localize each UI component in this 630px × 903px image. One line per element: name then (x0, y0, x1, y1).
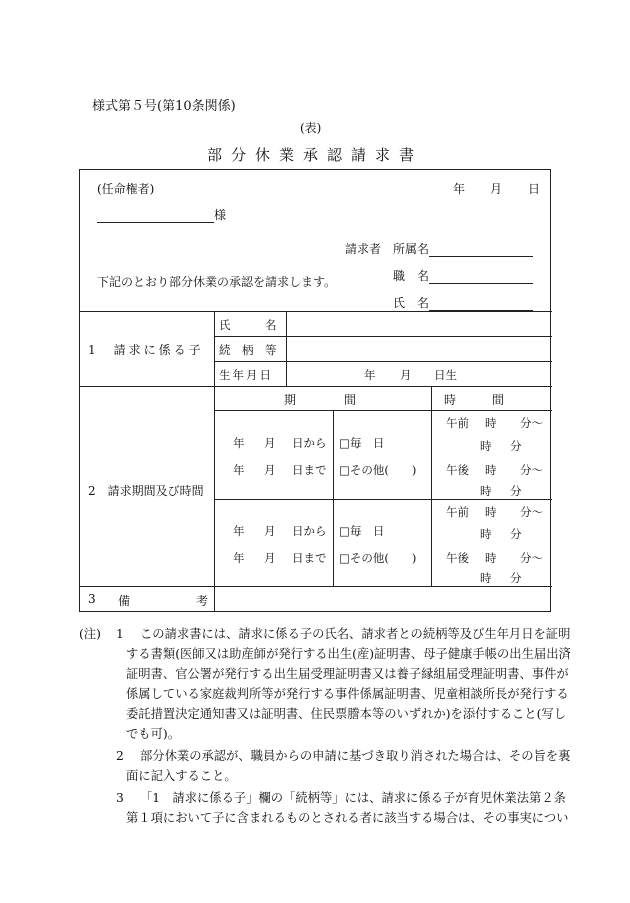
block1-pm-label: 午後 (446, 463, 469, 477)
dept-field (393, 240, 533, 257)
post-label: 職 名 (393, 269, 430, 283)
rule-child-1 (214, 336, 552, 337)
block1-from-year: 年 (233, 436, 245, 450)
note-2-number: 2 (116, 749, 124, 763)
block2-to-year: 年 (233, 551, 245, 565)
birth-month-label: 月 (400, 368, 412, 382)
child-birth-label: 生年月日 (219, 368, 273, 382)
name-field (393, 294, 533, 311)
block1-end-minute: 分 (510, 439, 522, 453)
block2-to-day: 日まで (292, 551, 327, 565)
block1-from-day: 日から (292, 436, 327, 450)
form-table (79, 169, 551, 612)
block2-pm-end-hour: 時 (480, 571, 492, 585)
block1-daily-checkbox[interactable]: □毎 日 (339, 436, 385, 450)
time-header: 時 間 (444, 393, 505, 407)
block1-pm-end-hour: 時 (480, 484, 492, 498)
appointer-name-field (97, 206, 226, 223)
block2-from-day: 日から (292, 524, 327, 538)
note-1-line-3: 証明書、官公署が発行する出生届受理証明書又は養子縁組届受理証明書、事件が (126, 667, 569, 681)
rule-period-mid (214, 499, 552, 500)
form-id: 様式第５号(第10条関係) (92, 99, 236, 114)
note-3-number: 3 (116, 791, 124, 805)
block1-am-minute: 分～ (520, 416, 543, 430)
rule-col-time (431, 386, 432, 586)
birth-year-label: 年 (364, 368, 376, 382)
note-1-number: 1 (116, 627, 124, 641)
block1-end-hour: 時 (480, 439, 492, 453)
note-1-line-4: 係属している家庭裁判所等が発行する事件係属証明書、児童相談所長が発行する (126, 687, 569, 701)
block1-to-month: 月 (264, 463, 276, 477)
post-field (393, 267, 533, 284)
rule-address-bottom (80, 311, 552, 312)
rule-remarks-top (80, 586, 552, 587)
block2-to-month: 月 (264, 551, 276, 565)
notes-lead: (注) (79, 627, 101, 641)
block2-from-year: 年 (233, 524, 245, 538)
appointer-label: (任命権者) (97, 182, 155, 196)
block1-from-month: 月 (264, 436, 276, 450)
sama-label: 様 (214, 208, 227, 222)
block1-to-day: 日まで (292, 463, 327, 477)
note-1-line-1: この請求書には、請求に係る子の氏名、請求者との続柄等及び生年月日を証明 (140, 627, 571, 641)
date-day-label: 日 (528, 182, 541, 196)
rule-col-remarks (214, 586, 215, 612)
note-1-line-6: でも可)。 (126, 727, 180, 741)
note-1-line-2: する書類(医師又は助産師が発行する出生(産)証明書、母子健康手帳の出生届出済 (126, 647, 571, 661)
birth-day-label: 日生 (434, 368, 457, 382)
block2-other-checkbox[interactable]: □その他( ) (339, 551, 417, 565)
child-name-label: 氏 名 (219, 318, 277, 332)
omote-label: (表) (300, 121, 322, 135)
block1-am-label: 午前 (446, 416, 469, 430)
block2-am-minute: 分～ (520, 505, 543, 519)
block1-am-hour: 時 (485, 416, 497, 430)
rule-col-type (333, 410, 334, 586)
rule-col-sublabel (286, 311, 287, 386)
remarks-label-a: 備 (118, 594, 131, 608)
name-label: 氏 名 (393, 296, 430, 310)
note-2-line-2: 面に記入すること。 (126, 769, 237, 783)
note-2-line-1: 部分休業の承認が、職員からの申請に基づき取り消された場合は、その旨を裏 (140, 749, 571, 763)
block2-am-hour: 時 (485, 505, 497, 519)
period-section-label: 2 請求期間及び時間 (88, 484, 204, 498)
date-month-label: 月 (490, 182, 503, 196)
block2-pm-label: 午後 (446, 551, 469, 565)
block2-daily-checkbox[interactable]: □毎 日 (339, 524, 385, 538)
note-3-line-1: 「1 請求に係る子」欄の「続柄等」には、請求に係る子が育児休業法第２条 (140, 791, 566, 805)
period-header: 期 間 (284, 393, 357, 407)
page-title: 部分休業承認請求書 (206, 146, 423, 164)
block1-to-year: 年 (233, 463, 245, 477)
block2-am-label: 午前 (446, 505, 469, 519)
block1-pm-minute: 分～ (520, 463, 543, 477)
request-statement: 下記のとおり部分休業の承認を請求します。 (97, 275, 337, 289)
block2-pm-minute: 分～ (520, 551, 543, 565)
block2-end-minute: 分 (510, 527, 522, 541)
child-relation-label: 続 柄 等 (219, 343, 277, 357)
rule-col-label (214, 311, 215, 586)
dept-label: 所属名 (393, 242, 430, 256)
remarks-number: 3 (88, 592, 96, 606)
child-section-label: 1 請求に係る子 (88, 343, 204, 357)
block2-pm-end-minute: 分 (510, 571, 522, 585)
note-1-line-5: 委託措置決定通知書又は証明書、住民票謄本等のいずれか)を添付すること(写し (126, 707, 566, 721)
rule-child-2 (214, 361, 552, 362)
block2-end-hour: 時 (480, 527, 492, 541)
block1-pm-end-minute: 分 (510, 484, 522, 498)
rule-period-header (214, 410, 552, 411)
date-year-label: 年 (453, 182, 466, 196)
requester-label: 請求者 (345, 242, 382, 256)
block2-pm-hour: 時 (485, 551, 497, 565)
block1-pm-hour: 時 (485, 463, 497, 477)
rule-child-bottom (80, 386, 552, 387)
remarks-label-b: 考 (196, 594, 209, 608)
note-3-line-2: 第１項において子に含まれるものとされる者に該当する場合は、その事実につい (126, 811, 569, 825)
block1-other-checkbox[interactable]: □その他( ) (339, 463, 417, 477)
block2-from-month: 月 (264, 524, 276, 538)
